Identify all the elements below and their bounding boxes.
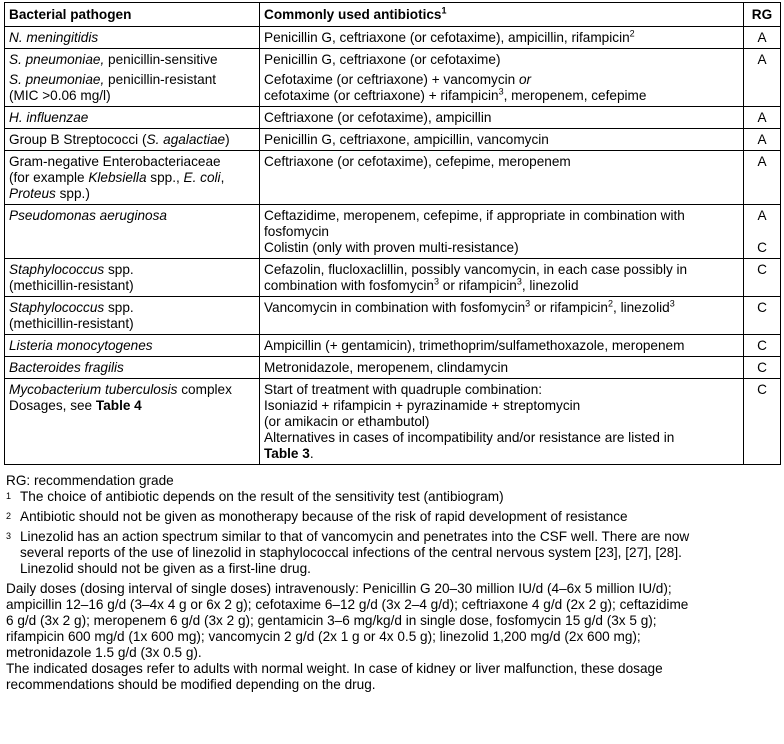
antibiotics-cell: Cefazolin, flucloxaclillin, possibly vancomycin, in each case possibly in combination with fosfomycin$^3$ or rifampicin$^3$, linezolid — [260, 259, 744, 297]
rg-cell: A — [744, 49, 781, 107]
rg-cell: A — [744, 27, 781, 49]
table-row — [5, 27, 781, 49]
antibiotics-cell: Metronidazole, meropenem, clindamycin — [260, 357, 744, 379]
table-3-link[interactable]: Table 3 — [264, 446, 310, 461]
pathogen-cell: Bacteroides fragilis — [5, 357, 260, 379]
rg-cell: C — [744, 297, 781, 335]
pathogen-cell: Pseudomonas aeruginosa — [5, 205, 260, 259]
antibiotics-table — [4, 2, 781, 465]
rg-cell: A — [744, 151, 781, 205]
rg-cell: C — [744, 259, 781, 297]
footnote-ref: 3 — [498, 86, 504, 97]
table-row — [5, 107, 781, 129]
antibiotics-cell: Vancomycin in combination with fosfomycin$^3$ or rifampicin$^2$, linezolid$^3$ — [260, 297, 744, 335]
antibiotics-cell: Penicillin G, ceftriaxone (or cefotaxime) Cefotaxime (or ceftriaxone) + vancomycin or cefotaxime (or ceftriaxone) + rifampicin$^3$, meropenem, cefepime — [260, 49, 744, 107]
pathogen-cell: S. pneumoniae, penicillin-sensitive S. pneumoniae, penicillin-resistant (MIC >0.06 mg/l) — [5, 49, 260, 107]
pathogen-cell: Listeria monocytogenes — [5, 335, 260, 357]
table-row — [5, 151, 781, 205]
footnote-ref: 1 — [441, 5, 447, 16]
pathogen-cell: H. influenzae — [5, 107, 260, 129]
pathogen-cell: N. meningitidis — [5, 27, 260, 49]
antibiotics-cell: Ceftriaxone (or cefotaxime), cefepime, meropenem — [260, 151, 744, 205]
footnote-ref: 3 — [516, 276, 522, 287]
footnote-2: 2 Antibiotic should not be given as monotherapy because of the risk of rapid development of resistance — [6, 509, 628, 524]
rg-cell: A — [744, 129, 781, 151]
pathogen-cell: Mycobacterium tuberculosis complex Dosages, see Table 4 — [5, 379, 260, 465]
footnote-ref: 3 — [669, 298, 675, 309]
table-row — [5, 297, 781, 335]
header-antibiotics: Commonly used antibiotics$^1$ — [260, 3, 744, 27]
antibiotics-cell: Penicillin G, ceftriaxone, ampicillin, vancomycin — [260, 129, 744, 151]
pathogen-cell: Gram-negative Enterobacteriaceae (for example Klebsiella spp., E. coli, Proteus spp.) — [5, 151, 260, 205]
table-4-link[interactable]: Table 4 — [95, 398, 142, 413]
antibiotics-cell: Ampicillin (+ gentamicin), trimethoprim/sulfamethoxazole, meropenem — [260, 335, 744, 357]
antibiotics-cell: Ceftriaxone (or cefotaxime), ampicillin — [260, 107, 744, 129]
rg-legend: RG: recommendation grade — [6, 473, 174, 488]
table-row — [5, 357, 781, 379]
antibiotics-cell: Penicillin G, ceftriaxone (or cefotaxime), ampicillin, rifampicin$^2$ — [260, 27, 744, 49]
rg-cell: A C — [744, 205, 781, 259]
pathogen-cell: Group B Streptococci (S. agalactiae) — [5, 129, 260, 151]
footnote-ref: 3 — [525, 298, 531, 309]
pathogen-cell: Staphylococcus spp. (methicillin-resistant) — [5, 259, 260, 297]
rg-cell: C — [744, 379, 781, 465]
footnote-ref: 2 — [608, 298, 614, 309]
table-row — [5, 49, 781, 107]
footnote-3: 3 Linezolid has an action spectrum similar to that of vancomycin and penetrates into the CSF well. There are now several reports of the use of linezolid in staphylococcal infections of the central nervous system [23], [27], [28]. Linezolid should not be given as a first-line drug. — [6, 529, 690, 576]
rg-cell: C — [744, 335, 781, 357]
table-row — [5, 259, 781, 297]
table-row — [5, 379, 781, 465]
footnote-ref: 3 — [434, 276, 440, 287]
table-row — [5, 335, 781, 357]
footnote-1: 1 The choice of antibiotic depends on the result of the sensitivity test (antibiogram) — [6, 489, 504, 504]
daily-doses-note: Daily doses (dosing interval of single doses) intravenously: Penicillin G 20–30 million IU/d (4–6x 5 million IU/d); ampicillin 12–16 g/d (3–4x 4 g or 6x 2 g); cefotaxime 6–12 g/d (3x 2–4 g/d); ceftriaxone 4 g/d (2x 2 g); ceftazidime 6 g/d (3x 2 g); meropenem 6 g/d (3x 2 g); gentamicin 3–6 mg/kg/d in single dose, fosfomycin 15 g/d (3x 5 g); rifampicin 600 mg/d (1x 600 mg); vancomycin 2 g/d (2x 1 g or 4x 0.5 g); linezolid 1,200 mg/d (2x 600 mg); metronidazole 1.5 g/d (3x 0.5 g). — [6, 581, 689, 660]
antibiotics-cell: Start of treatment with quadruple combination: Isoniazid + rifampicin + pyrazinamide + streptomycin (or amikacin or ethambutol) Alternatives in cases of incompatibility and/or resistance are listed in Table 3. — [260, 379, 744, 465]
header-rg: RG — [744, 3, 781, 27]
rg-cell: A — [744, 107, 781, 129]
table-row — [5, 205, 781, 259]
adult-dosage-note: The indicated dosages refer to adults with normal weight. In case of kidney or liver malfunction, these dosage recommendations should be modified depending on the drug. — [6, 661, 663, 692]
antibiotics-cell: Ceftazidime, meropenem, cefepime, if appropriate in combination with fosfomycin Colistin (only with proven multi-resistance) — [260, 205, 744, 259]
rg-cell: C — [744, 357, 781, 379]
table-notes — [4, 473, 776, 693]
table-row — [5, 129, 781, 151]
pathogen-cell: Staphylococcus spp. (methicillin-resistant) — [5, 297, 260, 335]
header-pathogen: Bacterial pathogen — [5, 3, 260, 27]
footnote-ref: 2 — [629, 28, 635, 39]
table-header-row — [5, 3, 781, 27]
